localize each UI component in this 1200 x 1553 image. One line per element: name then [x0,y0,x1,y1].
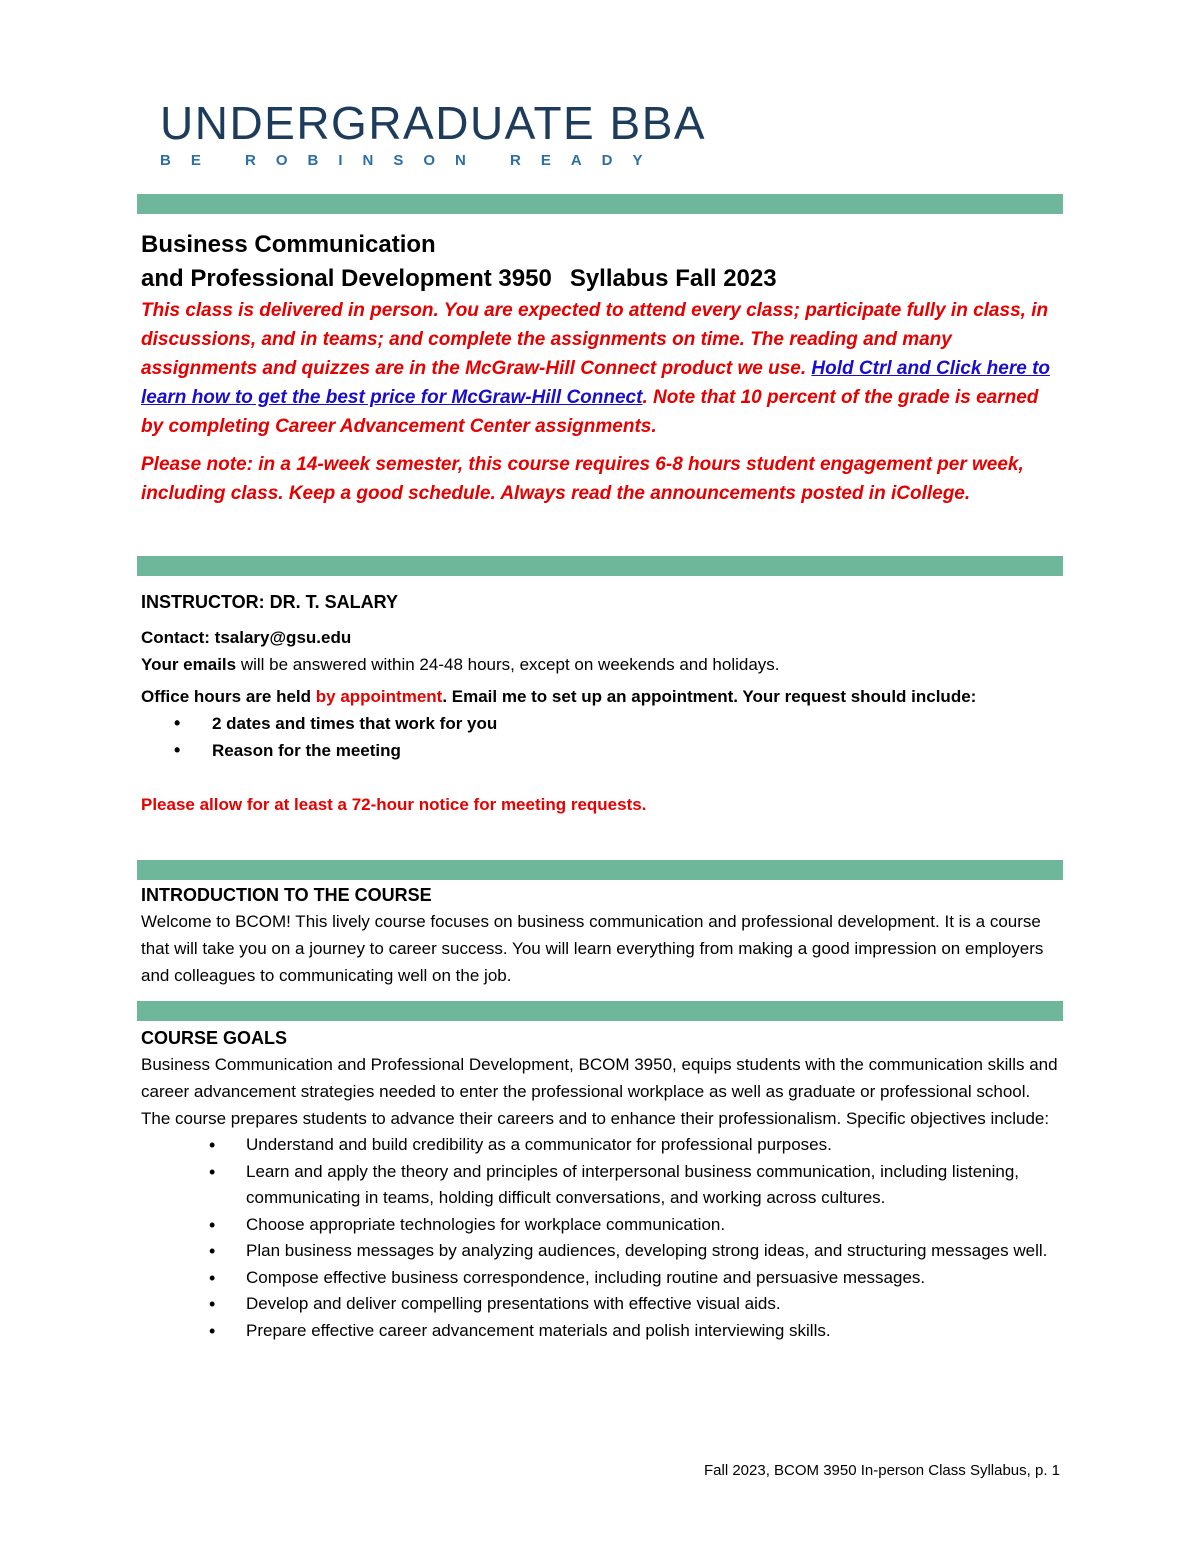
header-section [141,228,1061,508]
list-item: • Reason for the meeting [141,737,1061,764]
intro-heading: INTRODUCTION TO THE COURSE [141,885,432,905]
section-divider [137,556,1063,576]
logo-main-text: UNDERGRADUATE BBA [160,97,707,149]
list-item: • Plan business messages by analyzing audiences, developing strong ideas, and structuring messages well. [141,1238,1061,1265]
page-title-line2: and Professional Development 3950 Syllabus Fall 2023 [141,265,777,292]
logo [160,98,800,178]
section-divider [137,860,1063,880]
workload-notice: Please note: in a 14-week semester, this course requires 6-8 hours student engagement per week, including class. Keep a good schedule. Always read the announcements posted in iCollege. [141,454,1024,504]
goals-heading: COURSE GOALS [141,1028,288,1048]
section-divider [137,194,1063,214]
instructor-section [141,589,1061,818]
office-hours-note: Office hours are held by appointment. Email me to set up an appointment. Your request should include: [141,687,977,706]
instructor-contact: Contact: tsalary@gsu.edu [141,628,352,647]
intro-section [141,882,1061,989]
list-item: • Learn and apply the theory and principles of interpersonal business communication, including listening, communicating in teams, holding difficult conversations, and working across cultures. [141,1159,1061,1212]
page-footer: Fall 2023, BCOM 3950 In-person Class Syllabus, p. 1 [703,1462,1060,1479]
list-item: • Prepare effective career advancement materials and polish interviewing skills. [141,1318,1061,1345]
list-item: • Develop and deliver compelling presentations with effective visual aids. [141,1291,1061,1318]
goals-section [141,1025,1061,1344]
section-divider [137,1001,1063,1021]
list-item: • Understand and build credibility as a communicator for professional purposes. [141,1132,1061,1159]
delivery-notice: This class is delivered in person. You are expected to attend every class; participate fully in class, in discussions, and in teams; and complete the assignments on time. The reading and many assignments and quizzes are in the McGraw-Hill Connect product we use. Hold Ctrl and Click here to learn how to get the best price for McGraw-Hill Connect. Note that 10 percent of the grade is earned by completing Career Advancement Center assignments. [141,300,1051,437]
objectives-list [141,1132,1061,1344]
page-title-line1: Business Communication [141,231,436,258]
list-item: • 2 dates and times that work for you [141,710,1061,737]
list-item: • Compose effective business correspondence, including routine and persuasive messages. [141,1265,1061,1292]
list-item: • Choose appropriate technologies for workplace communication. [141,1212,1061,1239]
intro-body: Welcome to BCOM! This lively course focuses on business communication and professional development. It is a course that will take you on a journey to career success. You will learn everything from making a good impression on employers and colleagues to communicating well on the job. [141,912,1044,985]
connect-price-link[interactable]: Hold Ctrl and Click here to learn how to get the best price for McGraw-Hill Connect [141,358,1051,408]
email-response-note: Your emails will be answered within 24-48 hours, except on weekends and holidays. [141,655,780,674]
request-list [141,710,1061,764]
instructor-heading: INSTRUCTOR: DR. T. SALARY [141,592,399,612]
meeting-notice: Please allow for at least a 72-hour notice for meeting requests. [141,795,647,814]
goals-body: Business Communication and Professional Development, BCOM 3950, equips students with the communication skills and career advancement strategies needed to enter the professional workplace as well as graduate or professional school. The course prepares students to advance their careers and to enhance their professionalism. Specific objectives include: [141,1055,1058,1128]
logo-tagline: BE ROBINSON READY [160,152,663,169]
